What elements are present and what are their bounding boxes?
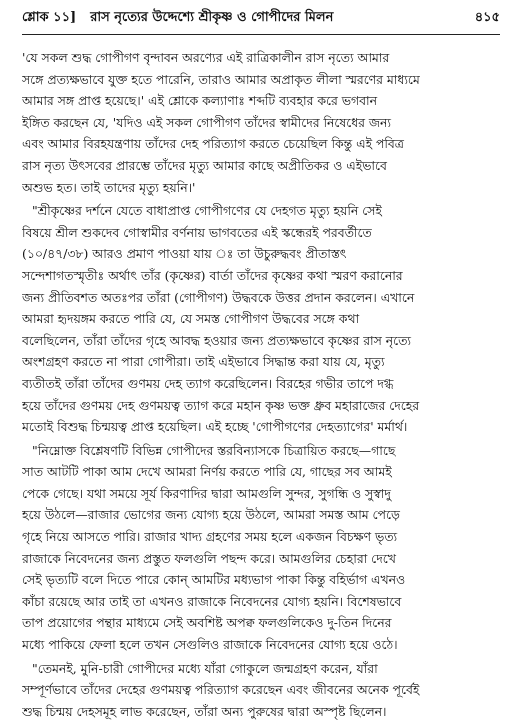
text-line: আমার সঙ্গ প্রাপ্ত হয়েছে।' এই শ্লোকে কল্যাণাঃ শব্দটি ব্যবহার করে ভগবান [22,93,378,109]
text-line: তাপ প্রয়োগের পন্থার মাধ্যমে সেই অবশিষ্ট অপক্ব ফলগুলিকেও দু-তিন দিনের [22,615,392,631]
text-line: (১০/৪৭/৩৮) আরও প্রমাণ পাওয়া যায় ঃ তা উচুরুদ্ধবং প্রীতাস্তৎ [22,246,347,262]
text-line: গৃহে নিয়ে আসতে পারি। রাজার খাদ্য গ্রহণের সময় হলে একজন বিচক্ষণ ভৃত্য [22,529,398,545]
text-line: "নিম্নোক্ত বিশ্লেষণটি বিভিন্ন গোপীদের স্তরবিন্যাসকে চিত্রায়িত করছে—গাছে [32,442,396,458]
text-line: মতোই বিশুদ্ধ চিন্ময়ত্ব প্রাপ্ত হয়েছিল। এই হচ্ছে 'গোপীগণের দেহত্যাগের' মর্মার্থ। [22,419,408,435]
text-line: ব্যতীতই তাঁরা তাঁদের গুণময় দেহ ত্যাগ করেছিলেন। বিরহের গভীর তাপে দগ্ধ [22,375,394,391]
text-line: শুদ্ধ চিন্ময় দেহসমূহ লাভ করেছেন, তাঁরা অন্য পুরুষের দ্বারা অস্পৃষ্ট ছিলেন। [22,703,387,719]
text-line: কাঁচা রয়েছে আর তাই তা এখনও রাজাকে নিবেদনের যোগ্য হয়নি। বিশেষভাবে [22,593,402,609]
paragraph [22,658,500,722]
verse-reference: শ্লোক ১১] [22,10,77,25]
text-line: পেকে গেছে। যথা সময়ে সূর্য কিরণাদির দ্বারা আমগুলি সুন্দর, সুগন্ধি ও সুস্বাদু [22,485,391,501]
running-header [22,8,500,35]
text-line: সন্দেশাগতস্মৃতীঃ অর্থাৎ তাঁর (কৃষ্ণের) বার্তা তাঁদের কৃষ্ণের কথা স্মরণ করানোর [22,267,403,283]
page-number: ৪১৫ [474,10,500,25]
text-line: বলেছিলেন, তাঁরা তাঁদের গৃহে আবদ্ধ হওয়ার জন্য প্রত্যক্ষভাবে কৃষ্ণের রাস নৃত্যে [22,332,412,348]
text-line: হয়ে তাঁদের গুণময় দেহ গুণময়ত্ব ত্যাগ করে মহান কৃষ্ণ ভক্ত ধ্রুব মহারাজের দেহের [22,397,420,413]
text-line: জন্য প্রীতিবশত অতঃপর তাঁরা (গোপীগণ) উদ্ধবকে উত্তর প্রদান করলেন। এখানে [22,289,415,305]
body-text [22,47,500,722]
text-line: সেই ভৃত্যটি বলে দিতে পারে কোন্ আমটির মধ্যভাগ পাকা কিন্তু বহির্ভাগ এখনও [22,572,406,588]
text-line: অশুভ হত। তাই তাদের মৃত্যু হয়নি।' [22,179,196,195]
text-line: "তেমনই, মুনি-চারী গোপীদের মধ্যে যাঁরা গোকুলে জন্মগ্রহণ করেন, যাঁরা [32,660,378,676]
header-left [22,8,333,29]
text-line: সঙ্গে প্রত্যক্ষভাবে যুক্ত হতে পারেনি, তারাও আমার অপ্রাকৃত লীলা স্মরণের মাধ্যমে [22,71,420,87]
text-line: সম্পূর্ণভাবে তাঁদের দেহের গুণময়ত্ব পরিত্যাগ করেছেন এবং জীবনের অনেক পূর্বেই [22,682,420,698]
text-line: হয়ে উঠলে—রাজার ভোগের জন্য যোগ্য হয়ে উঠলে, আমরা সমস্ত আম পেড়ে [22,507,400,523]
paragraph [22,47,500,198]
text-line: সাত আটটি পাকা আম দেখে আমরা নির্ণয় করতে পারি যে, গাছের সব আমই [22,464,392,480]
text-line: ইঙ্গিত করছেন যে, 'যদিও এই সকল গোপীগণ তাঁদের স্বামীদের নিষেধের জন্য [22,114,391,130]
chapter-title: রাস নৃত্যের উদ্দেশ্যে শ্রীকৃষ্ণ ও গোপীদের মিলন [90,10,334,25]
text-line: 'যে সকল শুদ্ধ গোপীগণ বৃন্দাবন অরণ্যের এই রাত্রিকালীন রাস নৃত্যে আমার [22,50,390,65]
text-line: মধ্যে পাকিয়ে ফেলা হলে তখন সেগুলিও রাজাকে নিবেদনের যোগ্য হয়ে ওঠে। [22,637,398,653]
text-line: এবং আমার বিরহযন্ত্রণায় তাঁদের দেহ পরিত্যাগ করতে চেয়েছিল কিন্তু এই পবিত্র [22,136,404,152]
paragraph [22,440,500,656]
paragraph [22,200,500,438]
text-line: রাস নৃত্য উৎসবের প্রারম্ভে তাঁদের মৃত্যু আমার কাছে অপ্রীতিকর ও এইভাবে [22,157,387,173]
text-line: রাজাকে নিবেদনের জন্য প্রস্তুত ফলগুলি পছন্দ করে। আমগুলির চেহারা দেখে [22,550,396,566]
text-line: আমরা হৃদয়ঙ্গম করতে পারি যে, যে সমস্ত গোপীগণ উদ্ধবের সঙ্গে কথা [22,311,360,327]
text-line: অংশগ্রহণ করতে না পারা গোপীরা। তাই এইভাবে সিদ্ধান্ত করা যায় যে, মৃত্যু [22,354,385,370]
text-line: "শ্রীকৃষ্ণের দর্শনে যেতে বাধাপ্রাপ্ত গোপীগণের যে দেহগত মৃত্যু হয়নি সেই [32,203,382,219]
text-line: বিষয়ে শ্রীল শুকদেব গোস্বামীর বর্ণনায় ভাগবতের এই স্কন্ধেরই পরবর্তীতে [22,224,372,240]
page [22,8,500,722]
